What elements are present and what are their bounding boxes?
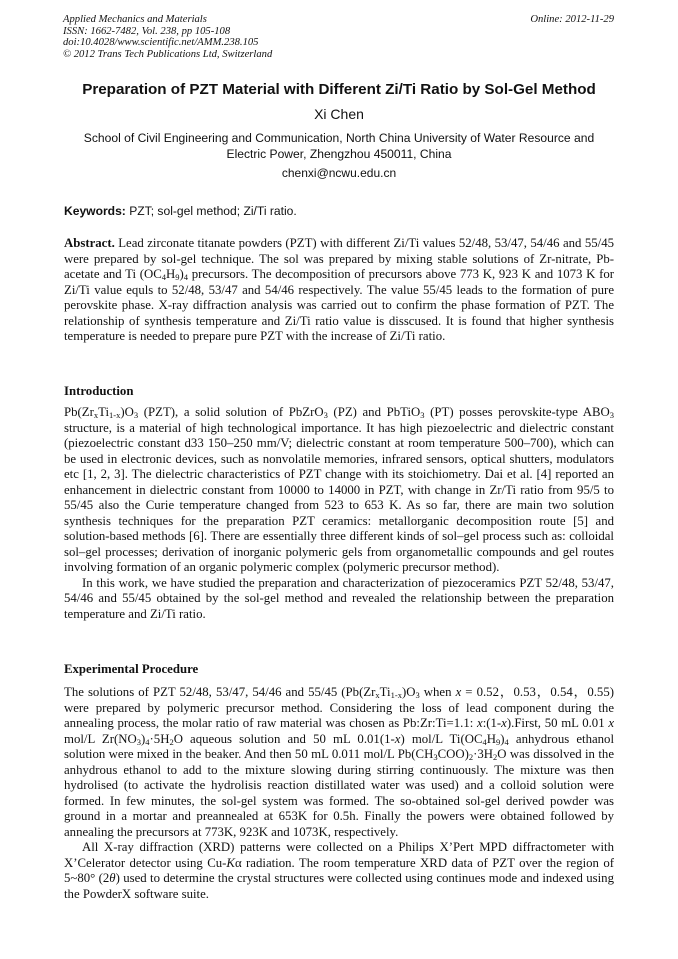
copyright-line: © 2012 Trans Tech Publications Ltd, Switzerland [63, 48, 273, 60]
keywords [64, 204, 297, 218]
abstract-label: Abstract. [64, 236, 115, 250]
section-heading-introduction: Introduction [64, 384, 134, 398]
keywords-label: Keywords: [64, 204, 126, 218]
section-heading-experimental: Experimental Procedure [64, 662, 199, 676]
affiliation [70, 131, 608, 162]
introduction-paragraph-1: $Pb(Zr_xTi_{1-x})O_3$ (PZT), a solid solution of PbZrO$_3$ (PZ) and PbTiO$_3$ (PT) posses perovskite-type $ABO_3$ structure, is a material of high technological importance. It has high piezoelectric and dielectric constant (piezoelectric constant d33 150–250 mm/V; dielectric constant at room temperature 500–700), which can be used in electronic devices, such as nonvolatile memories, infrared sensors, optical shutters, modulators etc [1, 2, 3]. The dielectric characteristics of PZT change with its stoichiometry. Dai et al. [4] reported an enhancement in dielectric constant from 10000 to 14000 in PZT, with change in Zr/Ti ratio from 95/5 to 55/45 also the Curie temperature changed from 523 to 653 K. As so far, there are main two solution synthesis techniques for the preparation PZT ceramics: metallorganic decomposition route [5] and solution-based methods [6]. There are essentially three different kinds of sol–gel process such as: colloidal sol–gel processes; derivation of inorganic polymeric gels from organometallic compounds and gel routes involving formation of an organic polymeric complex (polymeric precursor method). [64, 405, 614, 574]
online-date: Online: 2012-11-29 [530, 14, 614, 25]
affiliation-line-2: Electric Power, Zhengzhou 450011, China [226, 146, 452, 161]
experimental-body [64, 685, 614, 902]
experimental-paragraph-1: The solutions of PZT 52/48, 53/47, 54/46 and 55/45 ($Pb(Zr_xTi_{1-x})O_3$ when x = 0.52，0.53，0.54，0.55) were prepared by polymeric precursor method. Considering the loss of lead component during the annealing process, the molar ratio of raw material was chosen as Pb:Zr:Ti=1.1: x:(1-x).First, 50 mL 0.01 x mol/L $Zr(NO_3)_4\cdot 5H_2O$ aqueous solution and 50 mL 0.01(1-x) mol/L $Ti(OC_4H_9)_4$ anhydrous ethanol solution were mixed in the beaker. And then 50 mL 0.011 mol/L $Pb(CH_3COO)_2\cdot 3H_2O$ was dissolved in the anhydrous ethanol to add to the mixture slowing during stirring continuously. The mixture was then hydrolised (to activate the hydrolisis reaction distillated water was used) and a colloid solution were formed. In few minutes, the sol-gel system was formed. The so-obtained sol-gel derived powder was ground in a mortar and preannealed at 653K for 0.5h. Finally the powers were obtained followed by annealing the precursors at 773K, 923K and 1073K, respectively. [64, 685, 615, 839]
journal-header [63, 14, 614, 60]
introduction-paragraph-2: In this work, we have studied the preparation and characterization of piezoceramics PZT 52/48, 53/47, 54/46 and 55/45 obtained by the sol-gel method and revealed the relationship between the preparation temperature and Zi/Ti ratio. [64, 575, 614, 621]
issn-line: ISSN: 1662-7482, Vol. 238, pp 105-108 [63, 25, 231, 37]
paper-title: Preparation of PZT Material with Different Zi/Ti Ratio by Sol-Gel Method [82, 81, 596, 98]
experimental-paragraph-2: All X-ray diffraction (XRD) patterns were collected on a Philips X’Pert MPD diffractometer with X’Celerator detector using Cu-Kα radiation. The room temperature XRD data of PZT over the region of 5~80° (2θ) used to determine the crystal structures were collected using continues mode and indexed using the PowderX software suite. [64, 840, 614, 901]
journal-name: Applied Mechanics and Materials [63, 14, 207, 25]
doi-line: doi:10.4028/www.scientific.net/AMM.238.105 [63, 37, 259, 49]
introduction-body [64, 405, 614, 622]
author-name: Xi Chen [314, 106, 364, 122]
affiliation-line-1: School of Civil Engineering and Communication, North China University of Water Resource and [83, 131, 595, 145]
keywords-text: PZT; sol-gel method; Zi/Ti ratio. [129, 204, 297, 218]
author-email[interactable]: chenxi@ncwu.edu.cn [281, 166, 397, 180]
abstract-paragraph: Abstract. Lead zirconate titanate powders (PZT) with different Zi/Ti values 52/48, 53/47, 54/46 and 55/45 were prepared by sol-gel technique. The sol was prepared by mixing stable solutions of Zr-nitrate, Pb-acetate and Ti $(OC_4H_9)_4$ precursors. The decomposition of precursors above 773 K, 923 K and 1073 K for Zi/Ti value equls to 52/48, 53/47 and 54/46 respectively. The value 55/45 leads to the formation of pure perovskite phase. X-ray diffraction analysis was carried out to confirm the phase formation of PZT. The relationship of synthesis temperature and Zi/Ti ratio value is disscused. It is found that higher synthesis temperature is needed to prepare pure PZT with the increase of Zi/Ti ratio. [64, 236, 614, 343]
abstract [64, 236, 614, 345]
